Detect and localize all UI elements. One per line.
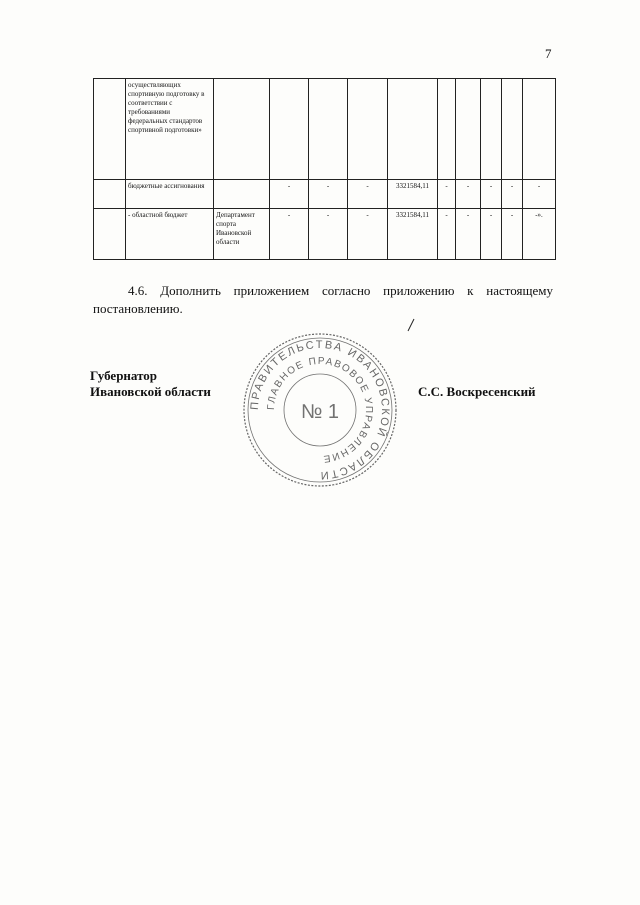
table-cell [388,79,438,180]
table-cell [270,79,309,180]
table-cell: - [502,180,523,209]
signatory-title [90,368,211,400]
table-cell: - [438,180,456,209]
table-cell [481,79,502,180]
table-cell: осуществляющих спортивную подготовку в соответствии с требованиями федеральных стандартов спортивной подготовки» [126,79,214,180]
table-cell: - [481,209,502,260]
signatory-name: С.С. Воскресенский [418,384,536,399]
table-cell [94,79,126,180]
table-cell: - [270,180,309,209]
table-cell: - [309,180,348,209]
table-cell: - [523,180,556,209]
table-cell: - [348,180,388,209]
table-cell: - [309,209,348,260]
table-cell [456,79,481,180]
budget-table [93,78,556,260]
signatory-title-line: Губернатор [90,368,158,383]
table-cell: - [438,209,456,260]
table-cell: - [502,209,523,260]
table-cell [523,79,556,180]
table-cell: бюджетные ассигнования [126,180,214,209]
table-cell [348,79,388,180]
table-cell [94,209,126,260]
table-cell: - [270,209,309,260]
seal-inner-text: ГЛАВНОЕ ПРАВОВОЕ УПРАВЛЕНИЕ [265,355,375,465]
seal-outer-text: ПРАВИТЕЛЬСТВА ИВАНОВСКОЙ ОБЛАСТИ [248,338,392,482]
table-cell: Департамент спорта Ивановской области [214,209,270,260]
table-cell: - [481,180,502,209]
page-number: 7 [545,46,552,61]
table-cell: - областной бюджет [126,209,214,260]
table-row [94,79,556,180]
seal-number: № 1 [300,401,340,423]
pen-mark-icon [405,318,417,332]
table-cell: - [456,180,481,209]
table-cell [502,79,523,180]
table-cell [94,180,126,209]
table-cell: - [348,209,388,260]
table-cell: -». [523,209,556,260]
table-row [94,180,556,209]
table-cell: 3321584,11 [388,180,438,209]
table-cell [214,79,270,180]
table-cell: 3321584,11 [388,209,438,260]
amendment-paragraph: 4.6. Дополнить приложением согласно приложению к настоящему постановлению. [93,283,553,316]
table-cell [438,79,456,180]
table-cell [309,79,348,180]
table-cell [214,180,270,209]
signatory-title-line: Ивановской области [90,384,211,399]
table-cell: - [456,209,481,260]
official-seal-icon [240,330,400,490]
table-row [94,209,556,260]
